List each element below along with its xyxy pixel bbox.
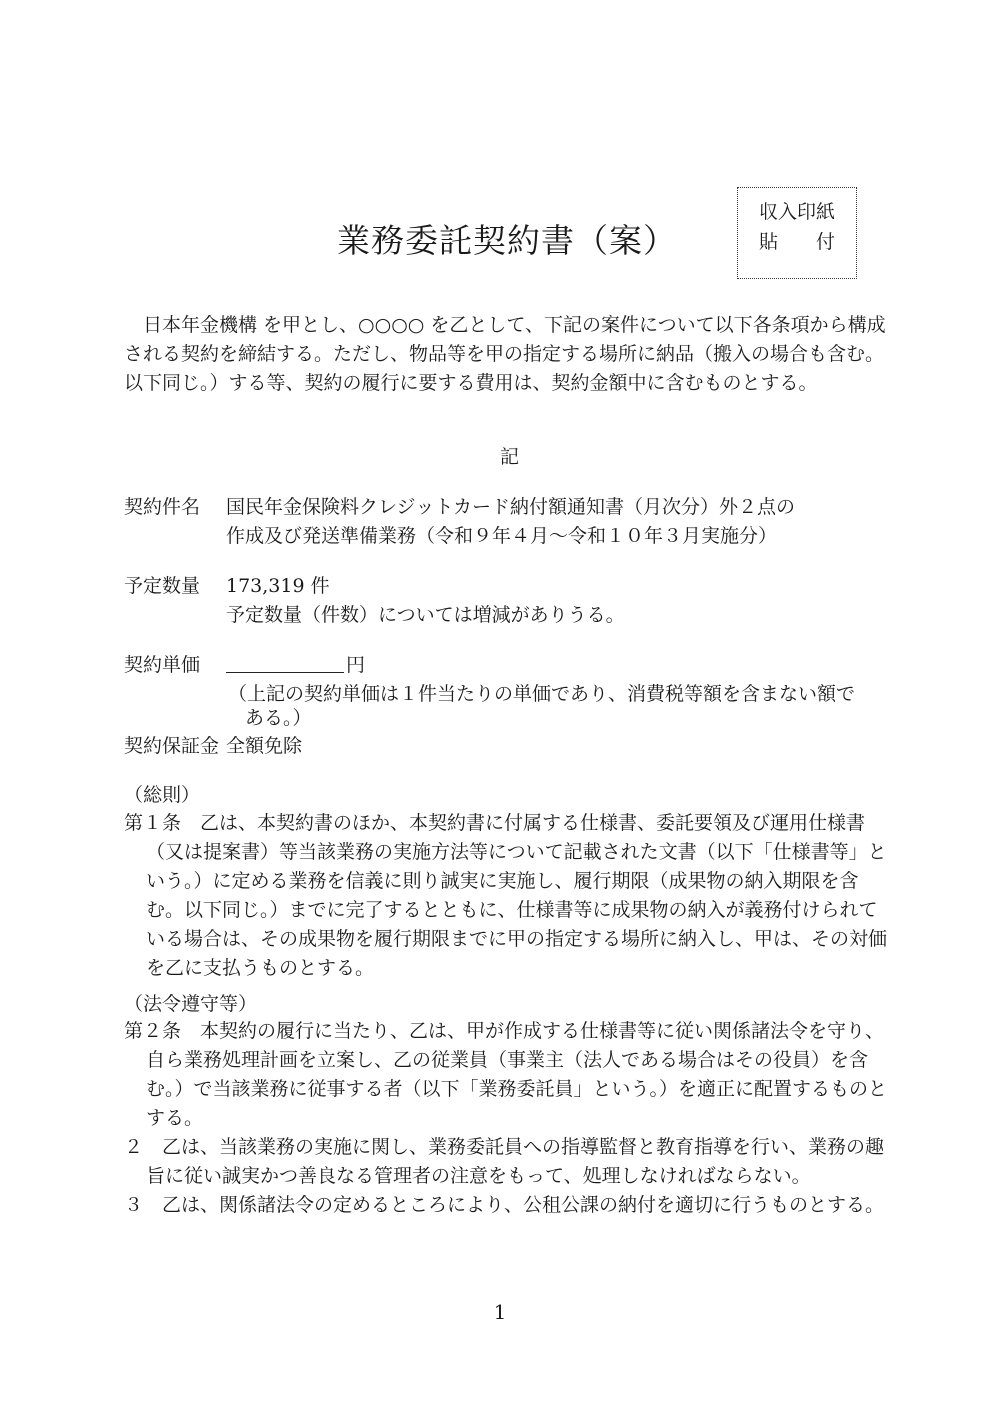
unit-price-blank [226,652,344,673]
article-2-text: 第２条 本契約の履行に当たり、乙は、甲が作成する仕様書等に従い関係諸法令を守り、自ら業務処理計画を立案し、乙の従業員（事業主（法人である場合はその役員）を含む。）で当該業務に従事する者（以下「業務委託員」という。）を適正に配置するものとする。 [124,1020,888,1129]
article-1-text: 第１条 乙は、本契約書のほか、本契約書に付属する仕様書、委託要領及び運用仕様書（又は提案書）等当該業務の実施方法等について記載された文書（以下「仕様書等」という。）に定める業務を信義に則り誠実に実施し、履行期限（成果物の納入期限を含む。以下同じ。）までに完了するとともに、仕様書等に成果物の納入が義務付けられている場合は、その成果物を履行期限までに甲の指定する場所に納入し、甲は、その対価を乙に支払うものとする。 [124,812,888,979]
page-number: 1 [493,1300,507,1324]
article-2-clause-3: ３ 乙は、関係諸法令の定めるところにより、公租公課の納付を適切に行うものとする。 [124,1194,885,1216]
contract-name-label: 契約件名 [124,496,201,518]
revenue-stamp-box [737,187,857,279]
deposit-value: 全額免除 [226,735,303,757]
stamp-label-line2: 貼 付 [758,231,835,253]
unit-price-field [226,651,365,680]
unit-price-note-line1: （上記の契約単価は１件当たりの単価であり、消費税等額を含まない額で [228,683,856,705]
article-2-clause-2: ２ 乙は、当該業務の実施に関し、業務委託員への指導監督と教育指導を行い、業務の趣旨に従い誠実かつ善良なる管理者の注意をもって、処理しなければならない。 [124,1136,885,1187]
article-1 [124,809,896,983]
contract-name-line1: 国民年金保険料クレジットカード納付額通知書（月次分）外２点の [226,496,795,518]
intro-paragraph [124,311,894,398]
quantity-value: 173,319 件 [226,575,330,597]
contract-name-line2: 作成及び発送準備業務（令和９年４月～令和１０年３月実施分） [226,525,778,547]
ki-heading: 記 [500,446,520,468]
unit-price-note-line2: ある。） [245,707,312,729]
quantity-label: 予定数量 [124,575,201,597]
section-heading-compliance: （法令遵守等） [124,993,258,1015]
stamp-label-line1: 収入印紙 [758,201,835,223]
unit-price-label: 契約単価 [124,654,201,676]
unit-price-unit: 円 [346,654,366,676]
section-heading-general: （総則） [124,784,201,806]
quantity-note: 予定数量（件数）については増減がありうる。 [226,604,625,626]
intro-text: 日本年金機構 を甲とし、○○○○ を乙として、下記の案件について以下各条項から構成される契約を締結する。ただし、物品等を甲の指定する場所に納品（搬入の場合も含む。以下同じ。）する等、契約の履行に要する費用は、契約金額中に含むものとする。 [124,314,886,394]
article-2 [124,1017,896,1220]
document-title: 業務委託契約書（案） [337,221,677,260]
deposit-label: 契約保証金 [124,735,220,757]
